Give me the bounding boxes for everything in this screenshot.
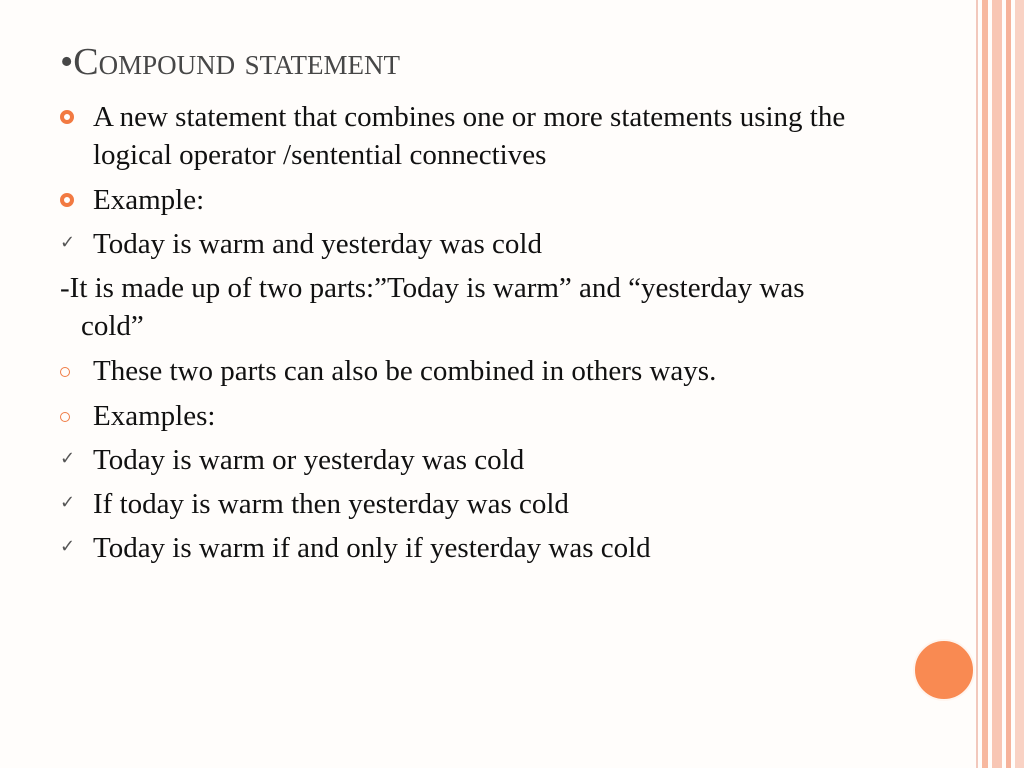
explanation-item <box>60 269 872 345</box>
check-item-and-example <box>60 225 872 263</box>
orange-circle-decoration <box>913 639 975 701</box>
orange-ring-bullet-icon <box>60 193 74 207</box>
decorative-stripe <box>1015 0 1024 768</box>
check-item-biconditional-example <box>60 529 872 567</box>
check-item-conditional-example <box>60 485 872 523</box>
example-heading-text: Example: <box>93 184 205 216</box>
and-example-text: Today is warm and yesterday was cold <box>93 228 542 260</box>
checkmark-icon: ✓ <box>60 536 76 557</box>
bullet-item-example-heading <box>60 181 872 219</box>
checkmark-icon: ✓ <box>60 232 76 253</box>
decorative-stripe <box>1006 0 1011 768</box>
decorative-stripe <box>992 0 1002 768</box>
small-circle-bullet-icon <box>60 367 70 377</box>
combined-ways-text: These two parts can also be combined in others ways. <box>93 355 717 387</box>
small-circle-bullet-icon <box>60 412 70 422</box>
definition-text: A new statement that combines one or more statements using the logical operator /sentential connectives <box>93 101 846 171</box>
decorative-stripe <box>976 0 978 768</box>
explanation-text: -It is made up of two parts:”Today is warm” and “yesterday was cold” <box>60 272 805 342</box>
decorative-stripe <box>982 0 988 768</box>
orange-ring-bullet-icon <box>60 110 74 124</box>
checkmark-icon: ✓ <box>60 492 76 513</box>
or-example-text: Today is warm or yesterday was cold <box>93 444 525 476</box>
conditional-example-text: If today is warm then yesterday was cold <box>93 488 569 520</box>
check-item-or-example <box>60 441 872 479</box>
bullet-item-combined-ways <box>60 352 872 390</box>
examples-heading-text: Examples: <box>93 400 216 432</box>
biconditional-example-text: Today is warm if and only if yesterday was cold <box>93 532 651 564</box>
bullet-item-examples-heading <box>60 397 872 435</box>
slide-bullet-list <box>60 98 872 573</box>
checkmark-icon: ✓ <box>60 448 76 469</box>
slide-title: •Compound statement <box>60 41 400 83</box>
bullet-item-definition <box>60 98 872 174</box>
